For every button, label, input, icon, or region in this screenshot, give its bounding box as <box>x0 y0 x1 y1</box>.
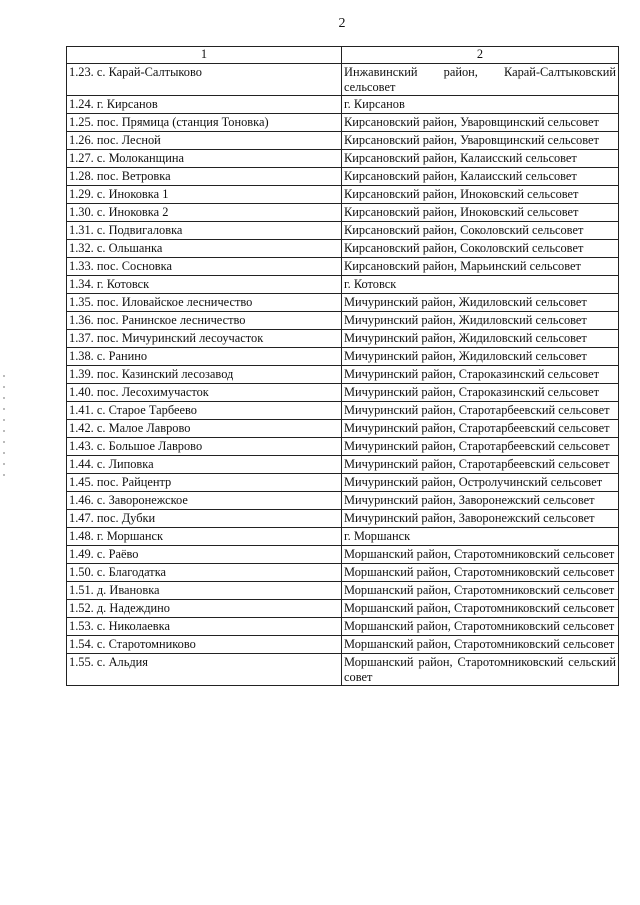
table-row <box>67 186 619 204</box>
settlement-cell: 1.53. с. Николаевка <box>67 618 342 636</box>
table-row <box>67 258 619 276</box>
table-row <box>67 654 619 686</box>
settlement-cell: 1.35. пос. Иловайское лесничество <box>67 294 342 312</box>
district-cell: Кирсановский район, Уваровщинский сельсовет <box>342 132 619 150</box>
table-row <box>67 168 619 186</box>
settlement-cell: 1.50. с. Благодатка <box>67 564 342 582</box>
settlement-cell: 1.25. пос. Прямица (станция Тоновка) <box>67 114 342 132</box>
settlement-cell: 1.55. с. Альдия <box>67 654 342 686</box>
table-row <box>67 132 619 150</box>
settlement-cell: 1.26. пос. Лесной <box>67 132 342 150</box>
table-row <box>67 294 619 312</box>
table-row <box>67 150 619 168</box>
table-row <box>67 222 619 240</box>
table-row <box>67 438 619 456</box>
settlement-cell: 1.51. д. Ивановка <box>67 582 342 600</box>
district-cell: Моршанский район, Старотомниковский сельский совет <box>342 654 619 686</box>
district-cell: Моршанский район, Старотомниковский сельсовет <box>342 600 619 618</box>
table-row <box>67 510 619 528</box>
district-cell: Кирсановский район, Иноковский сельсовет <box>342 204 619 222</box>
table-row <box>67 546 619 564</box>
district-cell: г. Котовск <box>342 276 619 294</box>
table-row <box>67 114 619 132</box>
settlement-cell: 1.48. г. Моршанск <box>67 528 342 546</box>
district-cell: г. Кирсанов <box>342 96 619 114</box>
district-cell: Мичуринский район, Жидиловский сельсовет <box>342 312 619 330</box>
table-row <box>67 64 619 96</box>
table-row <box>67 204 619 222</box>
table-row <box>67 564 619 582</box>
district-cell: Мичуринский район, Староказинский сельсовет <box>342 384 619 402</box>
district-cell: Мичуринский район, Старотарбеевский сельсовет <box>342 402 619 420</box>
district-cell: Кирсановский район, Иноковский сельсовет <box>342 186 619 204</box>
table-row <box>67 402 619 420</box>
table-row <box>67 240 619 258</box>
table-row <box>67 384 619 402</box>
settlement-cell: 1.43. с. Большое Лаврово <box>67 438 342 456</box>
district-cell: Мичуринский район, Заворонежский сельсовет <box>342 492 619 510</box>
settlement-cell: 1.30. с. Иноковка 2 <box>67 204 342 222</box>
district-cell: Мичуринский район, Жидиловский сельсовет <box>342 294 619 312</box>
district-cell: г. Моршанск <box>342 528 619 546</box>
table-row <box>67 276 619 294</box>
settlement-cell: 1.38. с. Ранино <box>67 348 342 366</box>
district-cell: Мичуринский район, Жидиловский сельсовет <box>342 330 619 348</box>
settlement-cell: 1.40. пос. Лесохимучасток <box>67 384 342 402</box>
table-row <box>67 420 619 438</box>
table-row <box>67 312 619 330</box>
settlement-cell: 1.49. с. Раёво <box>67 546 342 564</box>
district-cell: Мичуринский район, Старотарбеевский сельсовет <box>342 438 619 456</box>
district-cell: Инжавинский район, Карай-Салтыковский сельсовет <box>342 64 619 96</box>
settlement-cell: 1.54. с. Старотомниково <box>67 636 342 654</box>
district-cell: Моршанский район, Старотомниковский сельсовет <box>342 564 619 582</box>
district-cell: Мичуринский район, Заворонежский сельсовет <box>342 510 619 528</box>
table-row <box>67 456 619 474</box>
table-row <box>67 492 619 510</box>
page-number: 2 <box>338 16 346 31</box>
settlement-cell: 1.28. пос. Ветровка <box>67 168 342 186</box>
district-cell: Мичуринский район, Жидиловский сельсовет <box>342 348 619 366</box>
settlement-cell: 1.34. г. Котовск <box>67 276 342 294</box>
margin-scan-marks <box>3 375 7 495</box>
table-row <box>67 636 619 654</box>
district-cell: Кирсановский район, Соколовский сельсовет <box>342 240 619 258</box>
settlement-cell: 1.23. с. Карай-Салтыково <box>67 64 342 96</box>
district-cell: Моршанский район, Старотомниковский сельсовет <box>342 636 619 654</box>
settlement-cell: 1.46. с. Заворонежское <box>67 492 342 510</box>
table-row <box>67 582 619 600</box>
district-cell: Кирсановский район, Калаисский сельсовет <box>342 150 619 168</box>
table-body <box>67 64 619 686</box>
table-row <box>67 330 619 348</box>
settlement-cell: 1.41. с. Старое Тарбеево <box>67 402 342 420</box>
table-row <box>67 600 619 618</box>
table-row <box>67 474 619 492</box>
settlement-cell: 1.29. с. Иноковка 1 <box>67 186 342 204</box>
column-header-1: 1 <box>67 47 342 64</box>
district-cell: Кирсановский район, Калаисский сельсовет <box>342 168 619 186</box>
district-cell: Кирсановский район, Соколовский сельсовет <box>342 222 619 240</box>
district-cell: Моршанский район, Старотомниковский сельсовет <box>342 546 619 564</box>
settlement-cell: 1.42. с. Малое Лаврово <box>67 420 342 438</box>
district-cell: Мичуринский район, Староказинский сельсовет <box>342 366 619 384</box>
table-row <box>67 366 619 384</box>
table-row <box>67 618 619 636</box>
district-cell: Моршанский район, Старотомниковский сельсовет <box>342 582 619 600</box>
district-cell: Мичуринский район, Старотарбеевский сельсовет <box>342 456 619 474</box>
district-cell: Кирсановский район, Марьинский сельсовет <box>342 258 619 276</box>
settlement-cell: 1.36. пос. Ранинское лесничество <box>67 312 342 330</box>
settlement-cell: 1.24. г. Кирсанов <box>67 96 342 114</box>
settlement-cell: 1.44. с. Липовка <box>67 456 342 474</box>
district-cell: Моршанский район, Старотомниковский сельсовет <box>342 618 619 636</box>
column-header-2: 2 <box>342 47 619 64</box>
settlement-cell: 1.45. пос. Райцентр <box>67 474 342 492</box>
settlement-cell: 1.32. с. Ольшанка <box>67 240 342 258</box>
settlement-cell: 1.52. д. Надеждино <box>67 600 342 618</box>
settlement-cell: 1.39. пос. Казинский лесозавод <box>67 366 342 384</box>
table-row <box>67 96 619 114</box>
district-cell: Мичуринский район, Старотарбеевский сельсовет <box>342 420 619 438</box>
settlements-table <box>66 46 619 686</box>
table-row <box>67 348 619 366</box>
table-row <box>67 528 619 546</box>
district-cell: Мичуринский район, Остролучинский сельсовет <box>342 474 619 492</box>
district-cell: Кирсановский район, Уваровщинский сельсовет <box>342 114 619 132</box>
settlement-cell: 1.27. с. Молоканщина <box>67 150 342 168</box>
table-header-row <box>67 47 619 64</box>
settlement-cell: 1.33. пос. Сосновка <box>67 258 342 276</box>
settlement-cell: 1.47. пос. Дубки <box>67 510 342 528</box>
settlement-cell: 1.31. с. Подвигаловка <box>67 222 342 240</box>
settlement-cell: 1.37. пос. Мичуринский лесоучасток <box>67 330 342 348</box>
